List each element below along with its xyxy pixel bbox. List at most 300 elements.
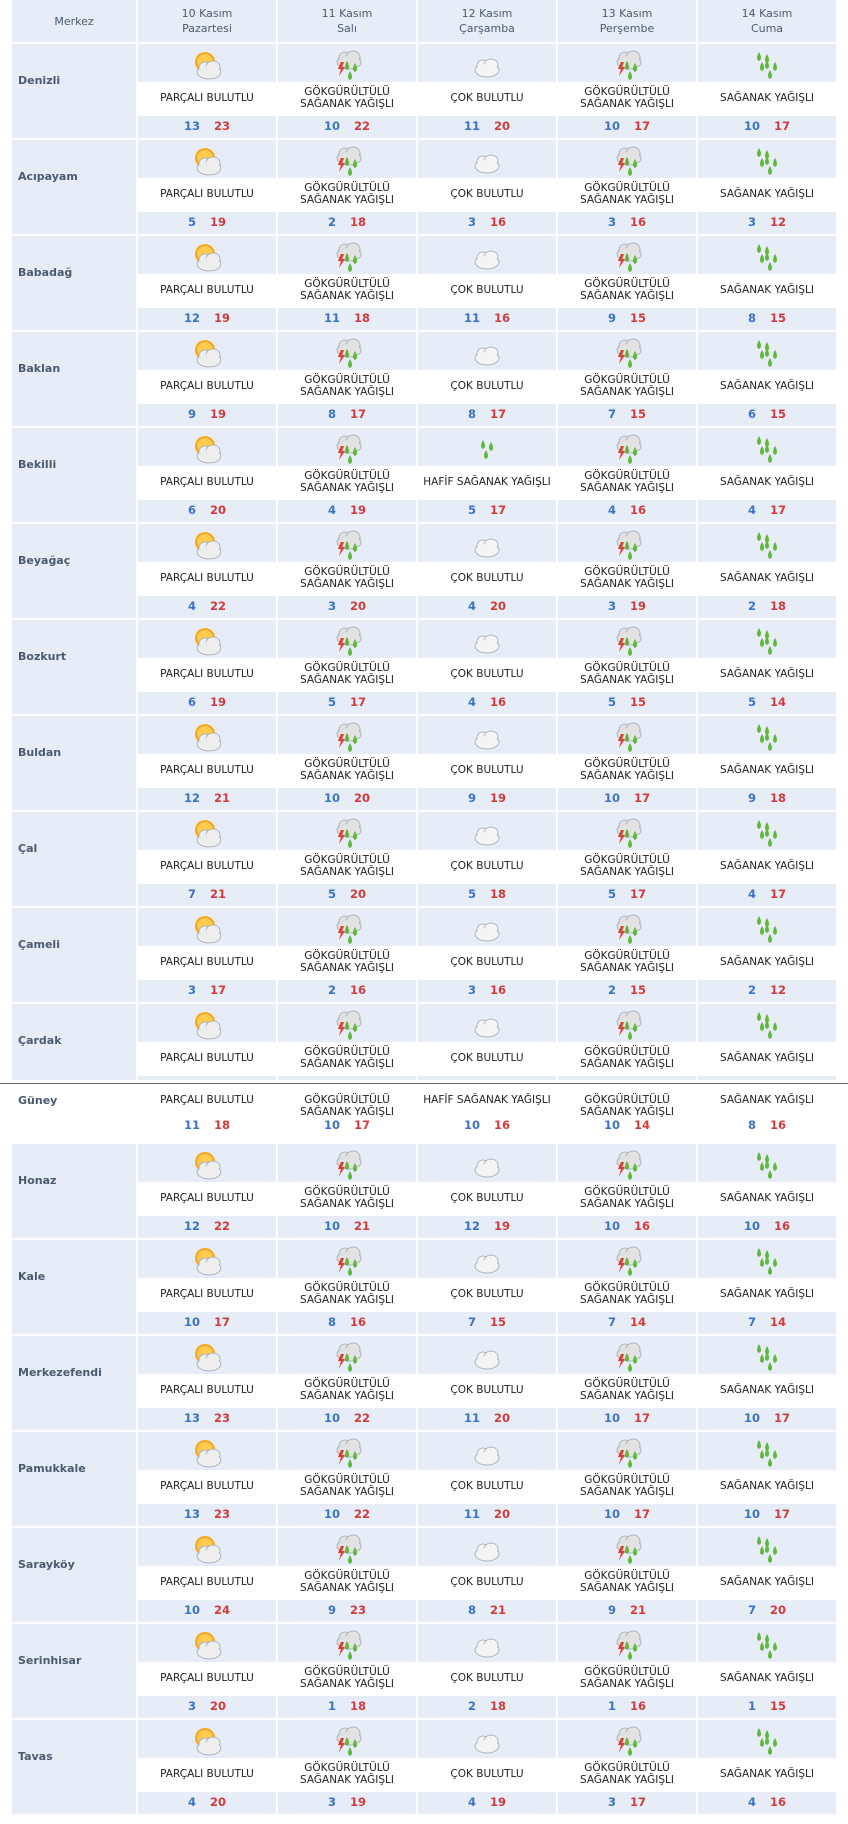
high-temp: 15 (630, 407, 647, 421)
cloudy-icon (469, 1436, 505, 1468)
condition-text: HAFİF SAĞANAK YAĞIŞLI (423, 476, 551, 488)
condition-text: GÖKGÜRÜLTÜLÜ SAĞANAK YAĞIŞLI (580, 950, 674, 974)
high-temp: 15 (770, 1699, 787, 1713)
condition-text: GÖKGÜRÜLTÜLÜ SAĞANAK YAĞIŞLI (580, 1046, 674, 1070)
condition-text: GÖKGÜRÜLTÜLÜ SAĞANAK YAĞIŞLI (300, 374, 394, 398)
low-temp: 9 (187, 407, 196, 421)
condition-text: ÇOK BULUTLU (450, 188, 524, 200)
condition-text: HAFİF SAĞANAK YAĞIŞLI (423, 1094, 551, 1106)
condition-text: SAĞANAK YAĞIŞLI (720, 92, 814, 104)
high-temp: 15 (630, 695, 647, 709)
low-temp: 10 (743, 119, 760, 133)
condition-text: SAĞANAK YAĞIŞLI (720, 764, 814, 776)
condition-text: GÖKGÜRÜLTÜLÜ SAĞANAK YAĞIŞLI (300, 1046, 394, 1070)
high-temp: 21 (354, 1219, 371, 1233)
forecast-cell (558, 1240, 696, 1334)
condition-text: ÇOK BULUTLU (450, 1288, 524, 1300)
shower-icon (749, 1008, 785, 1040)
condition-text: GÖKGÜRÜLTÜLÜ SAĞANAK YAĞIŞLI (300, 1474, 394, 1498)
thunder-shower-icon (609, 48, 645, 80)
thunder-shower-icon (609, 1148, 645, 1180)
low-temp: 6 (187, 503, 196, 517)
partly-cloudy-icon (189, 240, 225, 272)
forecast-cell (418, 1086, 556, 1142)
condition-text: PARÇALI BULUTLU (160, 1094, 254, 1106)
low-temp: 10 (743, 1507, 760, 1521)
forecast-cell (138, 716, 276, 810)
condition-text: SAĞANAK YAĞIŞLI (720, 572, 814, 584)
low-temp: 2 (327, 215, 336, 229)
thunder-shower-icon (329, 336, 365, 368)
forecast-header (0, 0, 848, 42)
high-temp: 20 (354, 791, 371, 805)
low-temp: 1 (607, 1699, 616, 1713)
forecast-cell (698, 716, 836, 810)
low-temp: 5 (467, 503, 476, 517)
high-temp: 18 (350, 215, 367, 229)
cloudy-icon (469, 1244, 505, 1276)
shower-icon (749, 1340, 785, 1372)
shower-icon (749, 48, 785, 80)
low-temp: 12 (183, 1219, 200, 1233)
high-temp: 17 (490, 503, 507, 517)
low-temp: 9 (747, 791, 756, 805)
low-temp: 11 (463, 1411, 480, 1425)
forecast-cell (558, 908, 696, 1002)
forecast-cell (138, 1144, 276, 1238)
forecast-cell (698, 236, 836, 330)
low-temp: 4 (467, 1795, 476, 1809)
low-temp: 10 (743, 1219, 760, 1233)
shower-icon (749, 1532, 785, 1564)
high-temp: 17 (770, 503, 787, 517)
low-temp: 10 (323, 1219, 340, 1233)
condition-text: GÖKGÜRÜLTÜLÜ SAĞANAK YAĞIŞLI (580, 470, 674, 494)
thunder-shower-icon (329, 1340, 365, 1372)
low-temp: 3 (607, 1795, 616, 1809)
condition-text: GÖKGÜRÜLTÜLÜ SAĞANAK YAĞIŞLI (580, 86, 674, 110)
forecast-cell (418, 1624, 556, 1718)
condition-text: PARÇALI BULUTLU (160, 1576, 254, 1588)
high-temp: 16 (774, 1219, 791, 1233)
high-temp: 18 (770, 791, 787, 805)
condition-text: GÖKGÜRÜLTÜLÜ SAĞANAK YAĞIŞLI (580, 758, 674, 782)
condition-text: GÖKGÜRÜLTÜLÜ SAĞANAK YAĞIŞLI (580, 1666, 674, 1690)
partly-cloudy-icon (189, 1532, 225, 1564)
thunder-shower-icon (329, 1008, 365, 1040)
condition-text: PARÇALI BULUTLU (160, 1768, 254, 1780)
partly-cloudy-icon (189, 1628, 225, 1660)
high-temp: 20 (770, 1603, 787, 1617)
cloudy-icon (469, 1724, 505, 1756)
low-temp: 10 (323, 1118, 340, 1132)
forecast-cell (698, 1004, 836, 1080)
condition-text: GÖKGÜRÜLTÜLÜ SAĞANAK YAĞIŞLI (580, 182, 674, 206)
forecast-row (0, 524, 848, 618)
partly-cloudy-icon (189, 1244, 225, 1276)
high-temp: 19 (210, 407, 227, 421)
forecast-cell (278, 716, 416, 810)
low-temp: 5 (607, 695, 616, 709)
condition-text: GÖKGÜRÜLTÜLÜ SAĞANAK YAĞIŞLI (580, 1378, 674, 1402)
forecast-row (0, 1624, 848, 1718)
thunder-shower-icon (609, 1008, 645, 1040)
thunder-shower-icon (609, 1628, 645, 1660)
condition-text: SAĞANAK YAĞIŞLI (720, 1052, 814, 1064)
low-temp: 2 (467, 1699, 476, 1713)
forecast-cell (558, 1004, 696, 1080)
low-temp: 4 (747, 503, 756, 517)
district-name: Pamukkale (12, 1432, 136, 1526)
partly-cloudy-icon (189, 432, 225, 464)
forecast-cell (278, 1432, 416, 1526)
high-temp: 12 (770, 983, 787, 997)
forecast-cell (138, 332, 276, 426)
condition-text: PARÇALI BULUTLU (160, 1384, 254, 1396)
forecast-row (0, 716, 848, 810)
high-temp: 20 (210, 503, 227, 517)
high-temp: 22 (354, 119, 371, 133)
forecast-cell (138, 620, 276, 714)
thunder-shower-icon (329, 1244, 365, 1276)
condition-text: ÇOK BULUTLU (450, 92, 524, 104)
condition-text: GÖKGÜRÜLTÜLÜ SAĞANAK YAĞIŞLI (580, 1186, 674, 1210)
condition-text: GÖKGÜRÜLTÜLÜ SAĞANAK YAĞIŞLI (580, 374, 674, 398)
high-temp: 20 (350, 887, 367, 901)
high-temp: 18 (770, 599, 787, 613)
forecast-cell (558, 1720, 696, 1814)
low-temp: 10 (603, 791, 620, 805)
district-name: Güney (18, 1094, 58, 1107)
condition-text: PARÇALI BULUTLU (160, 764, 254, 776)
forecast-row (0, 812, 848, 906)
district-name: Babadağ (12, 236, 136, 330)
thunder-shower-icon (329, 720, 365, 752)
district-name: Buldan (12, 716, 136, 810)
cloudy-icon (469, 1628, 505, 1660)
thunder-shower-icon (609, 1244, 645, 1276)
high-temp: 15 (630, 311, 647, 325)
thunder-shower-icon (329, 1436, 365, 1468)
high-temp: 16 (494, 311, 511, 325)
condition-text: PARÇALI BULUTLU (160, 956, 254, 968)
thunder-shower-icon (329, 912, 365, 944)
high-temp: 21 (490, 1603, 507, 1617)
forecast-cell (278, 428, 416, 522)
low-temp: 8 (327, 1315, 336, 1329)
high-temp: 18 (214, 1118, 231, 1132)
high-temp: 19 (210, 695, 227, 709)
low-temp: 5 (607, 887, 616, 901)
forecast-cell (278, 1336, 416, 1430)
district-name: Serinhisar (12, 1624, 136, 1718)
cloudy-icon (469, 144, 505, 176)
condition-text: PARÇALI BULUTLU (160, 1288, 254, 1300)
condition-text: ÇOK BULUTLU (450, 956, 524, 968)
high-temp: 20 (494, 119, 511, 133)
high-temp: 20 (494, 1411, 511, 1425)
condition-text: ÇOK BULUTLU (450, 284, 524, 296)
high-temp: 16 (770, 1118, 787, 1132)
condition-text: PARÇALI BULUTLU (160, 188, 254, 200)
thunder-shower-icon (609, 240, 645, 272)
thunder-shower-icon (609, 1724, 645, 1756)
forecast-cell (698, 1720, 836, 1814)
condition-text: SAĞANAK YAĞIŞLI (720, 1288, 814, 1300)
high-temp: 18 (354, 311, 371, 325)
low-temp: 10 (323, 119, 340, 133)
condition-text: SAĞANAK YAĞIŞLI (720, 188, 814, 200)
shower-icon (749, 432, 785, 464)
low-temp: 5 (467, 887, 476, 901)
low-temp: 9 (607, 1603, 616, 1617)
high-temp: 19 (350, 503, 367, 517)
low-temp: 11 (183, 1118, 200, 1132)
thunder-shower-icon (329, 432, 365, 464)
forecast-row (0, 140, 848, 234)
forecast-cell (278, 1624, 416, 1718)
forecast-cell (418, 1240, 556, 1334)
high-temp: 16 (770, 1795, 787, 1809)
forecast-cell (418, 1004, 556, 1080)
shower-icon (749, 1148, 785, 1180)
condition-text: ÇOK BULUTLU (450, 1480, 524, 1492)
high-temp: 22 (354, 1507, 371, 1521)
cloudy-icon (469, 528, 505, 560)
forecast-cell (138, 1528, 276, 1622)
low-temp: 7 (607, 407, 616, 421)
low-temp: 11 (463, 1507, 480, 1521)
forecast-cell (698, 524, 836, 618)
forecast-cell (558, 1336, 696, 1430)
shower-icon (749, 240, 785, 272)
high-temp: 23 (350, 1603, 367, 1617)
district-name: Çal (12, 812, 136, 906)
thunder-shower-icon (609, 816, 645, 848)
low-temp: 9 (467, 791, 476, 805)
forecast-cell (418, 428, 556, 522)
high-temp: 20 (210, 1699, 227, 1713)
forecast-row (0, 1144, 848, 1238)
forecast-cell (418, 908, 556, 1002)
condition-text: GÖKGÜRÜLTÜLÜ SAĞANAK YAĞIŞLI (300, 662, 394, 686)
low-temp: 2 (607, 983, 616, 997)
shower-icon (749, 912, 785, 944)
low-temp: 10 (603, 1507, 620, 1521)
low-temp: 5 (327, 695, 336, 709)
high-temp: 16 (490, 983, 507, 997)
forecast-cell (418, 524, 556, 618)
forecast-row (0, 1720, 848, 1814)
forecast-cell (278, 44, 416, 138)
cloudy-icon (469, 1148, 505, 1180)
forecast-cell (278, 1528, 416, 1622)
low-temp: 3 (187, 983, 196, 997)
high-temp: 17 (774, 1411, 791, 1425)
low-temp: 11 (323, 311, 340, 325)
high-temp: 20 (350, 599, 367, 613)
thunder-shower-icon (609, 432, 645, 464)
low-temp: 11 (463, 311, 480, 325)
district-name: Acıpayam (12, 140, 136, 234)
cloudy-icon (469, 816, 505, 848)
low-temp: 12 (183, 311, 200, 325)
condition-text: SAĞANAK YAĞIŞLI (720, 1192, 814, 1204)
high-temp: 17 (634, 1507, 651, 1521)
district-name: Çameli (12, 908, 136, 1002)
low-temp: 5 (747, 695, 756, 709)
low-temp: 3 (467, 983, 476, 997)
high-temp: 17 (630, 1795, 647, 1809)
cloudy-icon (469, 912, 505, 944)
high-temp: 16 (630, 503, 647, 517)
forecast-cell (418, 812, 556, 906)
forecast-cell (558, 332, 696, 426)
condition-text: GÖKGÜRÜLTÜLÜ SAĞANAK YAĞIŞLI (580, 1094, 674, 1118)
high-temp: 22 (210, 599, 227, 613)
thunder-shower-icon (609, 1340, 645, 1372)
header-day-3: 12 Kasım Çarşamba (418, 0, 556, 42)
condition-text: GÖKGÜRÜLTÜLÜ SAĞANAK YAĞIŞLI (580, 1570, 674, 1594)
thunder-shower-icon (329, 240, 365, 272)
low-temp: 2 (747, 983, 756, 997)
thunder-shower-icon (329, 144, 365, 176)
condition-text: PARÇALI BULUTLU (160, 668, 254, 680)
low-temp: 6 (187, 695, 196, 709)
condition-text: GÖKGÜRÜLTÜLÜ SAĞANAK YAĞIŞLI (580, 1474, 674, 1498)
shower-icon (749, 1724, 785, 1756)
shower-icon (749, 144, 785, 176)
low-temp: 10 (603, 1411, 620, 1425)
condition-text: PARÇALI BULUTLU (160, 476, 254, 488)
high-temp: 22 (354, 1411, 371, 1425)
forecast-row (0, 428, 848, 522)
condition-text: SAĞANAK YAĞIŞLI (720, 284, 814, 296)
district-name: Tavas (12, 1720, 136, 1814)
condition-text: GÖKGÜRÜLTÜLÜ SAĞANAK YAĞIŞLI (300, 950, 394, 974)
forecast-row (0, 332, 848, 426)
forecast-cell (278, 1086, 416, 1142)
low-temp: 4 (187, 599, 196, 613)
partly-cloudy-icon (189, 1340, 225, 1372)
forecast-cell (278, 524, 416, 618)
forecast-row (0, 1086, 848, 1142)
forecast-cell (278, 140, 416, 234)
high-temp: 17 (634, 791, 651, 805)
low-temp: 7 (187, 887, 196, 901)
district-name: Denizli (12, 44, 136, 138)
low-temp: 4 (187, 1795, 196, 1809)
shower-icon (749, 816, 785, 848)
forecast-cell (418, 1720, 556, 1814)
shower-icon (749, 528, 785, 560)
low-temp: 10 (183, 1603, 200, 1617)
forecast-cell (138, 140, 276, 234)
high-temp: 17 (634, 119, 651, 133)
thunder-shower-icon (609, 1532, 645, 1564)
cloudy-icon (469, 1532, 505, 1564)
forecast-cell (558, 44, 696, 138)
forecast-cell (698, 812, 836, 906)
low-temp: 8 (747, 1118, 756, 1132)
high-temp: 20 (210, 1795, 227, 1809)
forecast-cell (698, 1086, 836, 1142)
district-name: Beyağaç (12, 524, 136, 618)
condition-text: PARÇALI BULUTLU (160, 1192, 254, 1204)
thunder-shower-icon (329, 1724, 365, 1756)
condition-text: SAĞANAK YAĞIŞLI (720, 1768, 814, 1780)
forecast-cell (698, 908, 836, 1002)
forecast-cell (278, 908, 416, 1002)
district-name: Kale (12, 1240, 136, 1334)
forecast-cell (278, 236, 416, 330)
cloudy-icon (469, 1340, 505, 1372)
forecast-row (0, 1528, 848, 1622)
shower-icon (749, 336, 785, 368)
forecast-cell (278, 1240, 416, 1334)
high-temp: 19 (494, 1219, 511, 1233)
low-temp: 10 (743, 1411, 760, 1425)
high-temp: 16 (634, 1219, 651, 1233)
high-temp: 17 (350, 407, 367, 421)
condition-text: ÇOK BULUTLU (450, 1576, 524, 1588)
forecast-cell (698, 1432, 836, 1526)
condition-text: GÖKGÜRÜLTÜLÜ SAĞANAK YAĞIŞLI (300, 470, 394, 494)
forecast-row (0, 44, 848, 138)
forecast-cell (418, 1432, 556, 1526)
condition-text: GÖKGÜRÜLTÜLÜ SAĞANAK YAĞIŞLI (580, 566, 674, 590)
forecast-cell (418, 620, 556, 714)
condition-text: ÇOK BULUTLU (450, 764, 524, 776)
high-temp: 23 (214, 1411, 231, 1425)
condition-text: GÖKGÜRÜLTÜLÜ SAĞANAK YAĞIŞLI (300, 1378, 394, 1402)
forecast-cell (138, 908, 276, 1002)
condition-text: GÖKGÜRÜLTÜLÜ SAĞANAK YAĞIŞLI (580, 1282, 674, 1306)
high-temp: 21 (210, 887, 227, 901)
low-temp: 10 (323, 791, 340, 805)
forecast-cell (558, 1624, 696, 1718)
high-temp: 21 (630, 1603, 647, 1617)
forecast-cell (698, 1144, 836, 1238)
cloudy-icon (469, 624, 505, 656)
forecast-cell (698, 428, 836, 522)
high-temp: 16 (350, 1315, 367, 1329)
forecast-cell (138, 1624, 276, 1718)
low-temp: 8 (467, 407, 476, 421)
low-temp: 1 (747, 1699, 756, 1713)
forecast-row (0, 620, 848, 714)
shower-icon (749, 624, 785, 656)
partly-cloudy-icon (189, 144, 225, 176)
forecast-cell (138, 44, 276, 138)
thunder-shower-icon (329, 528, 365, 560)
condition-text: GÖKGÜRÜLTÜLÜ SAĞANAK YAĞIŞLI (580, 854, 674, 878)
header-day-2: 11 Kasım Salı (278, 0, 416, 42)
low-temp: 10 (183, 1315, 200, 1329)
forecast-cell (698, 1240, 836, 1334)
thunder-shower-icon (329, 624, 365, 656)
forecast-row (0, 908, 848, 1002)
forecast-cell (698, 1336, 836, 1430)
high-temp: 19 (490, 791, 507, 805)
low-temp: 4 (327, 503, 336, 517)
header-day-1: 10 Kasım Pazartesi (138, 0, 276, 42)
condition-text: GÖKGÜRÜLTÜLÜ SAĞANAK YAĞIŞLI (300, 1666, 394, 1690)
low-temp: 10 (323, 1507, 340, 1521)
high-temp: 18 (490, 887, 507, 901)
high-temp: 23 (214, 119, 231, 133)
condition-text: GÖKGÜRÜLTÜLÜ SAĞANAK YAĞIŞLI (300, 854, 394, 878)
